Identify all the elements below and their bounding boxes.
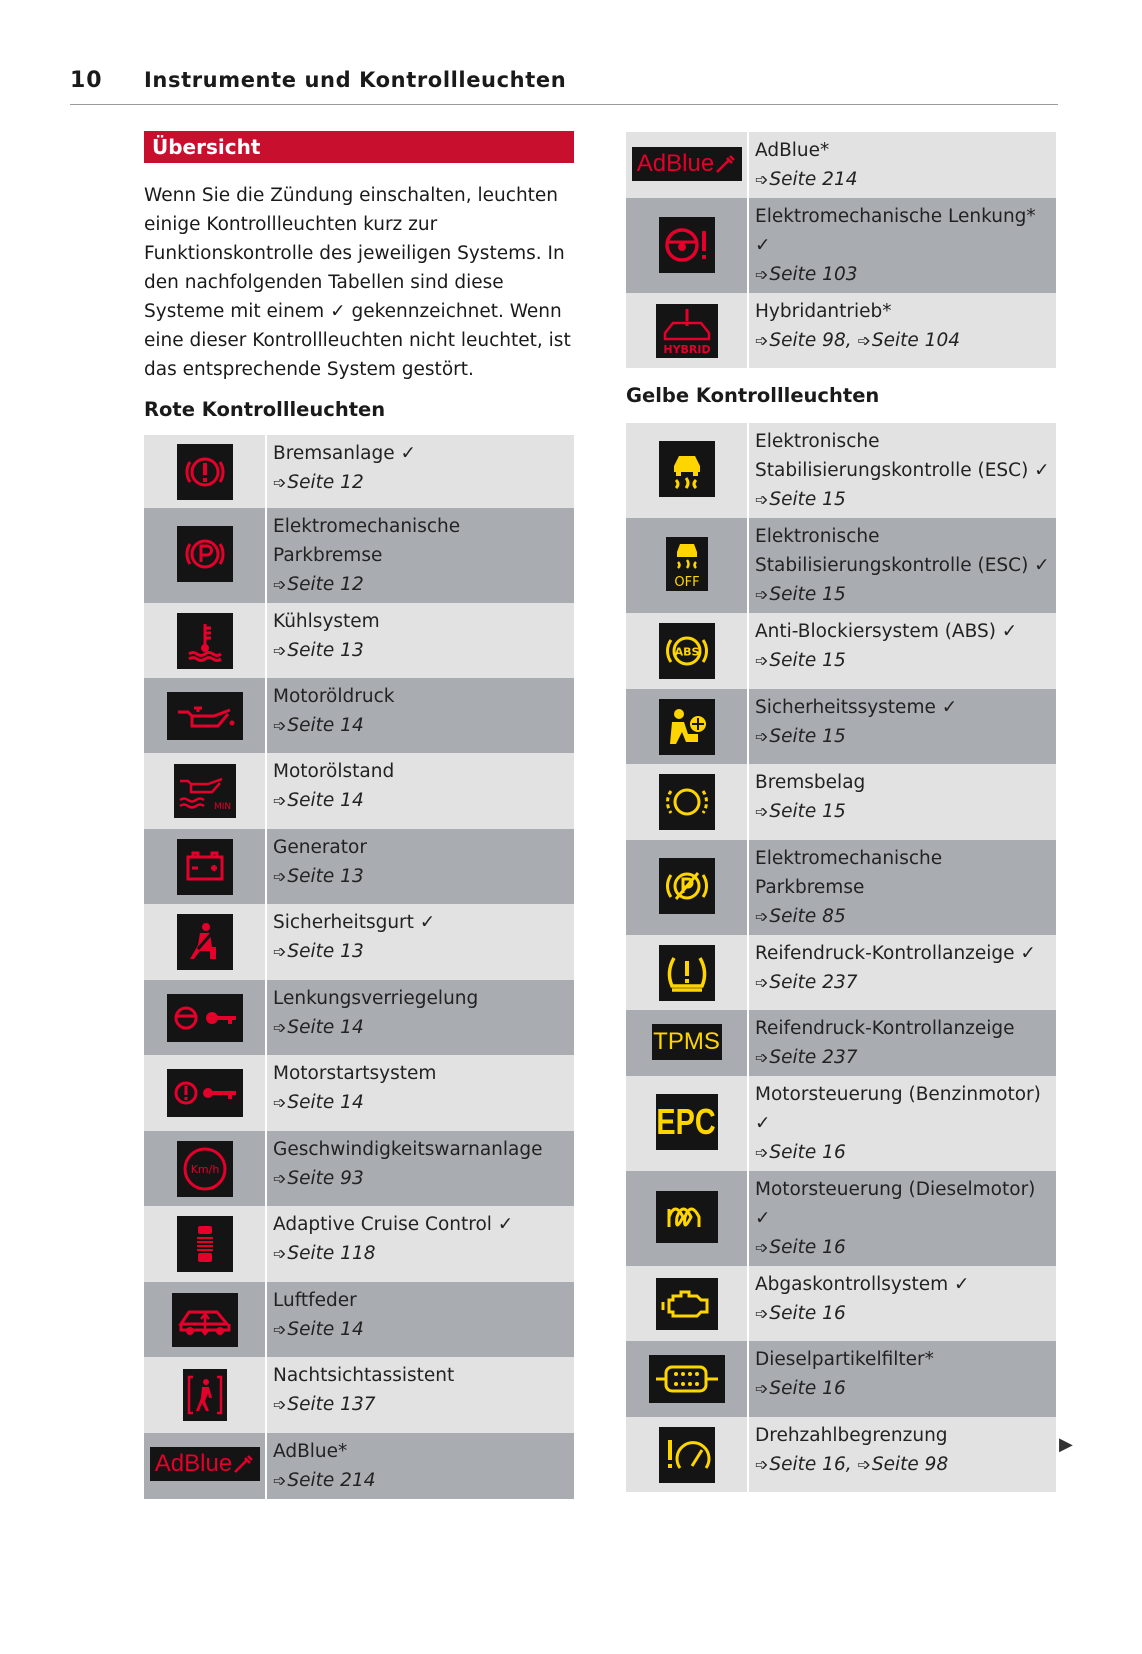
lamp-name: Kühlsystem bbox=[273, 611, 380, 632]
page-reference[interactable]: ➩Seite 16 bbox=[755, 1237, 846, 1258]
lamp-name: Drehzahlbegrenzung bbox=[755, 1425, 948, 1446]
page-reference[interactable]: ➩Seite 98, ➩Seite 104 bbox=[755, 330, 960, 351]
table-row bbox=[144, 1055, 574, 1131]
continue-arrow-icon: ▶ bbox=[1059, 1434, 1073, 1455]
page-reference[interactable]: ➩Seite 137 bbox=[273, 1394, 376, 1415]
table-row bbox=[144, 1131, 574, 1206]
diesel-particulate-filter-icon bbox=[649, 1355, 725, 1403]
page-reference[interactable]: ➩Seite 12 bbox=[273, 574, 364, 595]
red-lamps-continued-table bbox=[626, 132, 1056, 368]
electromechanical-steering-icon bbox=[659, 217, 715, 273]
hybrid-drive-icon bbox=[656, 304, 718, 358]
lamp-name: AdBlue* bbox=[273, 1441, 348, 1462]
lamp-name: Elektromechanische Parkbremse bbox=[273, 516, 461, 566]
table-row bbox=[626, 689, 1056, 764]
lamp-name: Bremsanlage ✓ bbox=[273, 443, 416, 464]
table-row bbox=[144, 980, 574, 1055]
glow-plug-icon bbox=[656, 1191, 718, 1243]
page-reference[interactable]: ➩Seite 16 bbox=[755, 1142, 846, 1163]
page-reference[interactable]: ➩Seite 15 bbox=[755, 489, 846, 510]
lamp-name: Elektronische Stabilisierungskontrolle (ESC) ✓ bbox=[755, 431, 1050, 481]
page-reference[interactable]: ➩Seite 118 bbox=[273, 1243, 376, 1264]
table-row bbox=[626, 840, 1056, 935]
lamp-name: AdBlue* bbox=[755, 140, 830, 161]
air-suspension-icon bbox=[172, 1293, 238, 1347]
page-reference[interactable]: ➩Seite 93 bbox=[273, 1168, 364, 1189]
lamp-name: Abgaskontrollsystem ✓ bbox=[755, 1274, 970, 1295]
table-row bbox=[144, 1357, 574, 1433]
page-reference[interactable]: ➩Seite 237 bbox=[755, 1047, 858, 1068]
lamp-name: Geschwindigkeitswarnanlage bbox=[273, 1139, 543, 1160]
page-reference[interactable]: ➩Seite 15 bbox=[755, 726, 846, 747]
table-row bbox=[626, 1010, 1056, 1076]
svg-text:Km/h: Km/h bbox=[190, 1162, 219, 1176]
table-row bbox=[626, 935, 1056, 1010]
svg-text:HYBRID: HYBRID bbox=[662, 342, 711, 356]
table-row bbox=[144, 678, 574, 753]
page-reference[interactable]: ➩Seite 15 bbox=[755, 801, 846, 822]
yellow-section-heading: Gelbe Kontrollleuchten bbox=[626, 384, 880, 407]
table-row bbox=[626, 132, 1056, 198]
lamp-name: Elektronische Stabilisierungskontrolle (ESC) ✓ bbox=[755, 526, 1050, 576]
lamp-name: Anti-Blockiersystem (ABS) ✓ bbox=[755, 621, 1018, 642]
page-reference[interactable]: ➩Seite 237 bbox=[755, 972, 858, 993]
page-reference[interactable]: ➩Seite 14 bbox=[273, 1017, 364, 1038]
page-reference[interactable]: ➩Seite 14 bbox=[273, 790, 364, 811]
table-row bbox=[144, 1282, 574, 1357]
table-row bbox=[626, 613, 1056, 689]
left-column bbox=[144, 131, 574, 1499]
lamp-name: Lenkungsverriegelung bbox=[273, 988, 479, 1009]
lamp-name: Motoröldruck bbox=[273, 686, 395, 707]
engine-start-key-icon bbox=[167, 1069, 243, 1117]
esc-off-icon bbox=[666, 537, 708, 591]
page-reference[interactable]: ➩Seite 103 bbox=[755, 264, 858, 285]
abs-icon bbox=[659, 623, 715, 679]
lamp-name: Dieselpartikelfilter* bbox=[755, 1349, 934, 1370]
tire-pressure-icon bbox=[659, 945, 715, 1001]
lamp-name: Motorsteuerung (Dieselmotor) ✓ bbox=[755, 1179, 1036, 1229]
table-row bbox=[144, 435, 574, 508]
lamp-name: Motorstartsystem bbox=[273, 1063, 437, 1084]
lamp-name: Sicherheitssysteme ✓ bbox=[755, 697, 958, 718]
adblue-icon: AdBlue bbox=[632, 147, 742, 181]
battery-icon bbox=[177, 839, 233, 895]
page-reference[interactable]: ➩Seite 15 bbox=[755, 584, 846, 605]
page-reference[interactable]: ➩Seite 16 bbox=[755, 1303, 846, 1324]
table-row bbox=[626, 423, 1056, 518]
table-row bbox=[144, 829, 574, 904]
svg-text:OFF: OFF bbox=[673, 575, 700, 590]
steering-lock-icon bbox=[167, 994, 243, 1042]
page-reference[interactable]: ➩Seite 214 bbox=[273, 1470, 376, 1491]
red-section-heading: Rote Kontrollleuchten bbox=[144, 398, 386, 421]
page-number: 10 bbox=[70, 68, 103, 93]
speed-warning-icon bbox=[177, 1141, 233, 1197]
lamp-name: Reifendruck-Kontrollanzeige bbox=[755, 1018, 1015, 1039]
lamp-name: Reifendruck-Kontrollanzeige ✓ bbox=[755, 943, 1036, 964]
epc-icon: EPC bbox=[656, 1094, 718, 1150]
table-row bbox=[144, 904, 574, 980]
lamp-name: Elektromechanische Lenkung* ✓ bbox=[755, 206, 1036, 256]
page-reference[interactable]: ➩Seite 14 bbox=[273, 715, 364, 736]
tpms-icon: TPMS bbox=[652, 1024, 722, 1060]
page-reference[interactable]: ➩Seite 12 bbox=[273, 472, 364, 493]
lamp-name: Sicherheitsgurt ✓ bbox=[273, 912, 436, 933]
page-reference[interactable]: ➩Seite 16 bbox=[755, 1378, 846, 1399]
table-row bbox=[626, 1171, 1056, 1266]
table-row bbox=[626, 198, 1056, 293]
brake-warning-icon bbox=[177, 444, 233, 500]
lamp-name: Hybridantrieb* bbox=[755, 301, 892, 322]
parking-brake-icon bbox=[177, 526, 233, 582]
page-header bbox=[70, 68, 1058, 105]
adblue-icon: AdBlue bbox=[150, 1447, 260, 1481]
lamp-name: Bremsbelag bbox=[755, 772, 866, 793]
svg-text:ABS: ABS bbox=[674, 645, 699, 659]
table-row bbox=[144, 508, 574, 603]
table-row bbox=[626, 1076, 1056, 1171]
lamp-name: Adaptive Cruise Control ✓ bbox=[273, 1214, 514, 1235]
airbag-icon bbox=[659, 699, 715, 755]
adaptive-cruise-icon bbox=[177, 1216, 233, 1272]
page-reference[interactable]: ➩Seite 214 bbox=[755, 169, 858, 190]
overview-text: Wenn Sie die Zündung einschalten, leuchten einige Kontrollleuchten kurz zur Funktionskontrolle des jeweiligen Systems. In den nachfolgenden Tabellen sind diese Systeme mit einem ✓ gekennzeichnet. Wenn eine dieser Kontrollleuchten nicht leuchtet, ist das entsprechende System gestört. bbox=[144, 185, 571, 380]
seatbelt-icon bbox=[177, 914, 233, 970]
page-reference[interactable]: ➩Seite 13 bbox=[273, 640, 364, 661]
rpm-limit-icon bbox=[659, 1427, 715, 1483]
page-reference[interactable]: ➩Seite 14 bbox=[273, 1092, 364, 1113]
lamp-name: Nachtsichtassistent bbox=[273, 1365, 455, 1386]
lamp-name: Elektromechanische Parkbremse bbox=[755, 848, 943, 898]
check-engine-icon bbox=[656, 1278, 718, 1330]
lamp-name: Luftfeder bbox=[273, 1290, 357, 1311]
red-lamps-table bbox=[144, 435, 574, 1499]
oil-level-icon bbox=[174, 764, 236, 818]
esc-icon bbox=[659, 441, 715, 497]
right-column bbox=[626, 132, 1056, 1492]
overview-heading: Übersicht bbox=[144, 131, 574, 163]
table-row bbox=[626, 293, 1056, 368]
oil-pressure-icon bbox=[167, 692, 243, 740]
table-row bbox=[626, 764, 1056, 840]
coolant-temperature-icon bbox=[177, 613, 233, 669]
page-reference[interactable]: ➩Seite 14 bbox=[273, 1319, 364, 1340]
table-row bbox=[626, 1341, 1056, 1417]
svg-text:MIN: MIN bbox=[213, 802, 231, 812]
chapter-title: Instrumente und Kontrollleuchten bbox=[144, 68, 567, 92]
parking-brake-fault-icon bbox=[659, 858, 715, 914]
table-row bbox=[144, 603, 574, 678]
page-reference[interactable]: ➩Seite 13 bbox=[273, 941, 364, 962]
night-vision-icon bbox=[183, 1369, 227, 1421]
lamp-name: Motorsteuerung (Benzinmotor) ✓ bbox=[755, 1084, 1041, 1134]
table-row bbox=[144, 1433, 574, 1499]
table-row bbox=[626, 1417, 1056, 1492]
table-row bbox=[144, 753, 574, 829]
page-reference[interactable]: ➩Seite 16, ➩Seite 98 bbox=[755, 1454, 949, 1475]
lamp-name: Generator bbox=[273, 837, 367, 858]
page-reference[interactable]: ➩Seite 85 bbox=[755, 906, 846, 927]
page-reference[interactable]: ➩Seite 13 bbox=[273, 866, 364, 887]
yellow-lamps-table bbox=[626, 423, 1056, 1492]
brake-pad-icon bbox=[659, 774, 715, 830]
table-row bbox=[144, 1206, 574, 1282]
table-row bbox=[626, 518, 1056, 613]
page-reference[interactable]: ➩Seite 15 bbox=[755, 650, 846, 671]
lamp-name: Motorölstand bbox=[273, 761, 395, 782]
table-row bbox=[626, 1266, 1056, 1341]
